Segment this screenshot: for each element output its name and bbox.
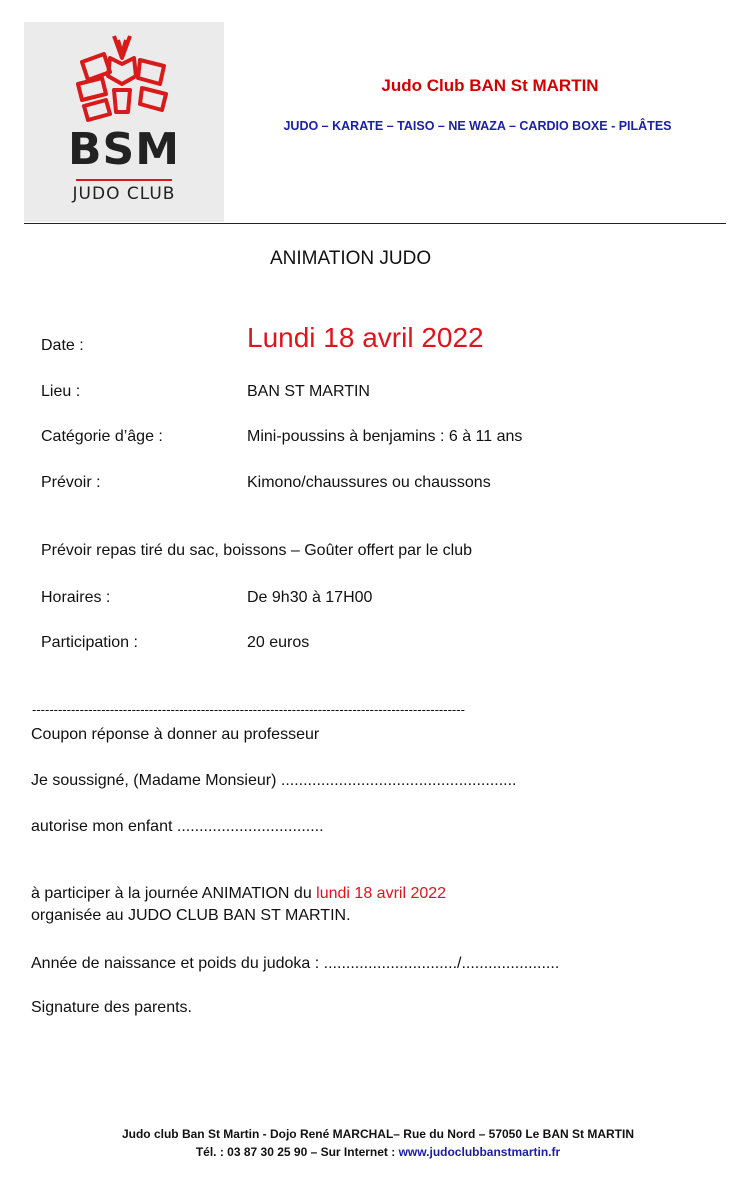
samurai-helmet-icon xyxy=(70,32,180,124)
footer-contact xyxy=(0,1145,756,1159)
participation-label: Participation : xyxy=(41,634,138,651)
footer-address: Judo club Ban St Martin - Dojo René MARCHAL– Rue du Nord – 57050 Le BAN St MARTIN xyxy=(121,1127,635,1141)
date-value: Lundi 18 avril 2022 xyxy=(247,322,484,353)
naissance-line: Année de naissance et poids du judoka : ............................../...................... xyxy=(31,955,560,972)
signature-line: Signature des parents. xyxy=(31,999,192,1016)
soussigne-line: Je soussigné, (Madame Monsieur) ..................................................... xyxy=(31,772,517,789)
footer-contact-prefix: Tél. : 03 87 30 25 90 – Sur Internet : xyxy=(195,1145,399,1159)
coupon-separator: ---------------------------------------------------------------------------------------------------- xyxy=(32,702,465,717)
disciplines-list: JUDO – KARATE – TAISO – NE WAZA – CARDIO BOXE - PILÂTES xyxy=(283,119,672,133)
coupon-heading: Coupon réponse à donner au professeur xyxy=(31,726,320,743)
participer-prefix: à participer à la journée ANIMATION du xyxy=(31,885,317,902)
horaires-value: De 9h30 à 17H00 xyxy=(247,589,373,606)
logo-subtitle: JUDO CLUB xyxy=(72,184,176,204)
participation-value: 20 euros xyxy=(247,634,310,651)
date-label: Date : xyxy=(41,337,84,354)
organisee-line: organisée au JUDO CLUB BAN ST MARTIN. xyxy=(31,907,351,924)
website-link[interactable]: www.judoclubbanstmartin.fr xyxy=(398,1145,561,1159)
categorie-label: Catégorie d’âge : xyxy=(41,428,163,445)
lieu-label: Lieu : xyxy=(41,383,81,400)
prevoir-label: Prévoir : xyxy=(41,474,101,491)
autorise-line: autorise mon enfant ................................. xyxy=(31,818,324,835)
prevoir-value: Kimono/chaussures ou chaussons xyxy=(247,474,491,491)
categorie-value: Mini-poussins à benjamins : 6 à 11 ans xyxy=(247,428,523,445)
lieu-value: BAN ST MARTIN xyxy=(247,383,370,400)
page-title: ANIMATION JUDO xyxy=(270,248,432,269)
club-name: Judo Club BAN St MARTIN xyxy=(381,76,599,95)
logo-mark: BSM xyxy=(67,124,180,175)
logo-divider xyxy=(76,179,172,181)
participer-line xyxy=(31,885,446,903)
repas-note: Prévoir repas tiré du sac, boissons – Goûter offert par le club xyxy=(41,542,473,559)
horaires-label: Horaires : xyxy=(41,589,111,606)
header-divider xyxy=(24,223,726,224)
participer-date: lundi 18 avril 2022 xyxy=(316,885,447,902)
